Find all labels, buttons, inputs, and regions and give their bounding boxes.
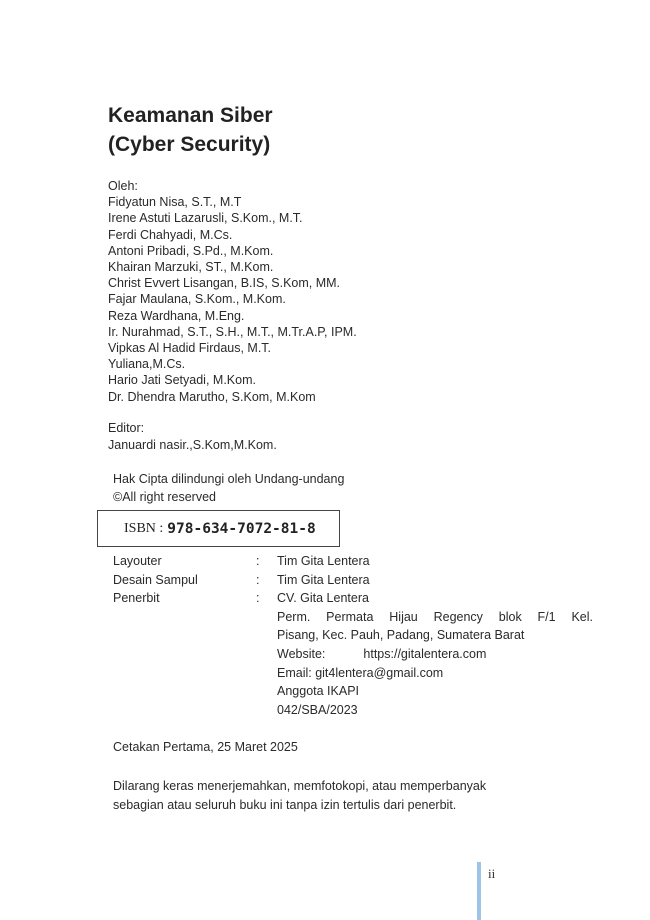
publisher-name: CV. Gita Lentera xyxy=(277,591,369,606)
website-label: Website: xyxy=(277,646,326,661)
publisher-membership: Anggota IKAPI xyxy=(277,684,360,699)
page-number-rule xyxy=(477,862,481,920)
book-title-english: (Cyber Security) xyxy=(108,133,271,156)
credits-table xyxy=(113,552,593,719)
layouter-label: Layouter xyxy=(113,554,162,568)
credit-row-layouter xyxy=(113,552,593,571)
page-number: ii xyxy=(488,866,496,881)
author-name: Irene Astuti Lazarusli, S.Kom., M.T. xyxy=(108,211,303,226)
author-name: Antoni Pribadi, S.Pd., M.Kom. xyxy=(108,243,274,258)
website-url: https://gitalentera.com xyxy=(363,646,487,661)
publisher-website-line xyxy=(277,645,593,664)
author-name: Ferdi Chahyadi, M.Cs. xyxy=(108,227,233,242)
colon: : xyxy=(256,591,260,606)
isbn-box xyxy=(97,510,340,547)
notice-line: Dilarang keras menerjemahkan, memfotokopi, atau memperbanyak xyxy=(113,779,487,793)
isbn-label: ISBN : xyxy=(124,520,164,536)
notice-line: sebagian atau seluruh buku ini tanpa izin tertulis dari penerbit. xyxy=(113,797,457,812)
isbn-number: 978-634-7072-81-8 xyxy=(167,520,316,537)
copyright-reserved: ©All right reserved xyxy=(113,490,216,504)
copyright-protected: Hak Cipta dilindungi oleh Undang-undang xyxy=(113,472,345,486)
book-title xyxy=(108,101,273,159)
editor-label: Editor: xyxy=(108,421,145,435)
author-name: Ir. Nurahmad, S.T., S.H., M.T., M.Tr.A.P, IPM. xyxy=(108,324,357,339)
author-name: Vipkas Al Hadid Firdaus, M.T. xyxy=(108,341,272,356)
author-name: Fidyatun Nisa, S.T., M.T xyxy=(108,195,242,210)
author-name: Fajar Maulana, S.Kom., M.Kom. xyxy=(108,292,286,307)
author-name: Hario Jati Setyadi, M.Kom. xyxy=(108,373,256,388)
publisher-address-line2: Pisang, Kec. Pauh, Padang, Sumatera Barat xyxy=(277,628,525,643)
author-name: Christ Evvert Lisangan, B.IS, S.Kom, MM. xyxy=(108,276,341,291)
colon: : xyxy=(256,554,260,568)
editor-name: Januardi nasir.,S.Kom,M.Kom. xyxy=(108,437,277,452)
credit-row-publisher xyxy=(113,589,593,719)
book-title-main: Keamanan Siber xyxy=(108,104,273,127)
credit-row-cover xyxy=(113,571,593,590)
cover-design-label: Desain Sampul xyxy=(113,572,198,587)
reproduction-notice xyxy=(113,777,486,814)
publisher-address-line1: Perm. Permata Hijau Regency blok F/1 Kel. xyxy=(277,609,593,624)
publisher-label: Penerbit xyxy=(113,591,160,606)
publisher-details xyxy=(277,589,593,719)
author-name: Khairan Marzuki, ST., M.Kom. xyxy=(108,260,274,275)
author-list xyxy=(108,178,357,405)
colon: : xyxy=(256,572,260,587)
author-name: Reza Wardhana, M.Eng. xyxy=(108,308,245,323)
publisher-email: Email: git4lentera@gmail.com xyxy=(277,665,444,680)
copyright-notice xyxy=(113,470,344,506)
author-name: Dr. Dhendra Marutho, S.Kom, M.Kom xyxy=(108,389,316,404)
authors-label: Oleh: xyxy=(108,179,138,193)
editor-section xyxy=(108,420,277,453)
author-name: Yuliana,M.Cs. xyxy=(108,357,186,372)
publisher-membership-number: 042/SBA/2023 xyxy=(277,702,358,717)
edition-statement: Cetakan Pertama, 25 Maret 2025 xyxy=(113,740,298,754)
cover-design-value: Tim Gita Lentera xyxy=(277,572,370,587)
layouter-value: Tim Gita Lentera xyxy=(277,554,370,568)
